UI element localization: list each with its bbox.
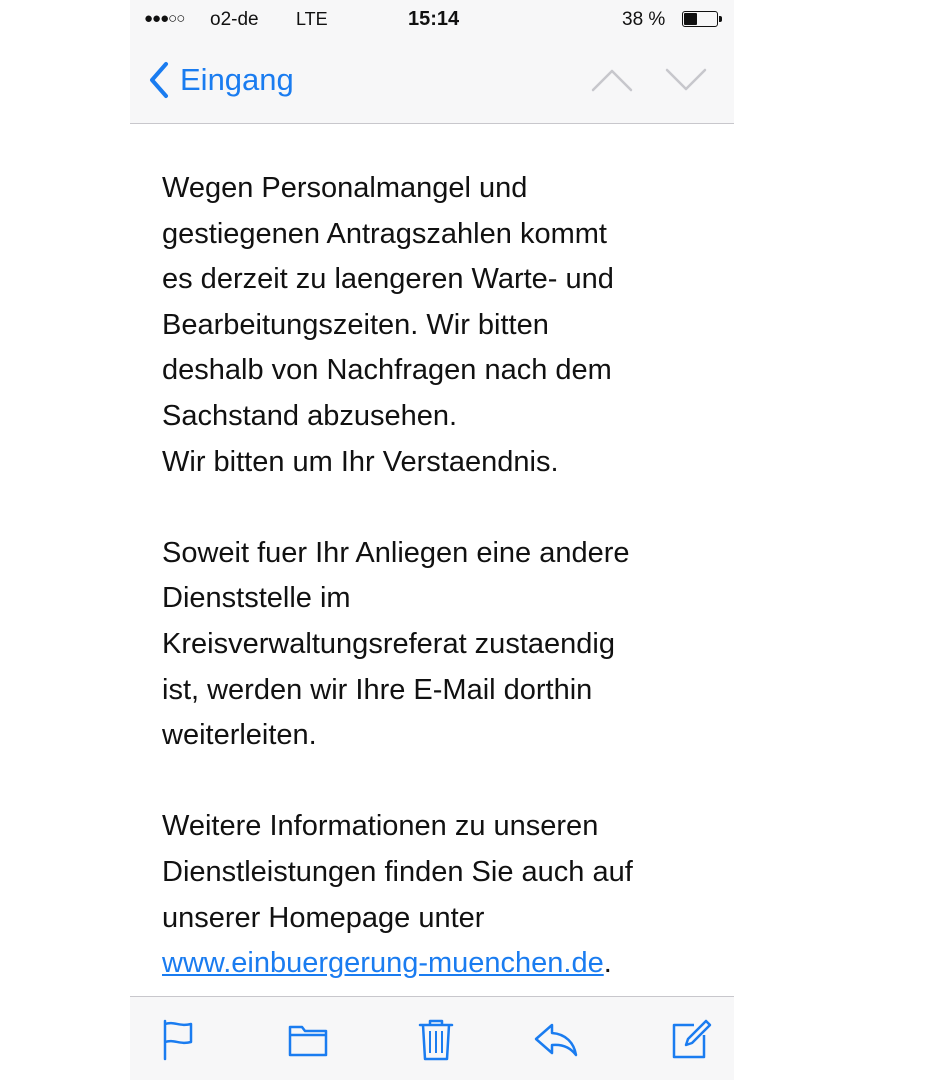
paragraph-spacer <box>162 759 722 805</box>
delete-button[interactable] <box>412 1015 460 1063</box>
text-line: Soweit fuer Ihr Anliegen eine andere <box>162 536 630 569</box>
link-suffix: . <box>603 947 612 980</box>
clock: 15:14 <box>408 8 460 30</box>
battery-icon <box>682 11 718 27</box>
back-to-inbox-button[interactable] <box>144 60 294 100</box>
paragraph-spacer <box>162 485 722 531</box>
text-line: Dienststelle im <box>162 582 351 615</box>
homepage-link[interactable]: www.einbuergerung-muenchen.de <box>162 947 604 980</box>
text-line: gestiegenen Antragszahlen kommt <box>162 217 607 250</box>
battery-level-fill <box>684 13 697 25</box>
navigation-bar <box>130 42 734 124</box>
battery-tip <box>719 16 722 22</box>
compose-icon <box>666 1015 714 1063</box>
status-bar <box>130 0 734 42</box>
carrier-name: o2-de <box>210 9 259 30</box>
chevron-left-icon <box>144 60 174 100</box>
paragraph-forwarding <box>162 531 722 759</box>
text-line: ist, werden wir Ihre E-Mail dorthin <box>162 673 593 706</box>
text-line: Wegen Personalmangel und <box>162 172 528 204</box>
text-line: Kreisverwaltungsreferat zustaendig <box>162 627 615 660</box>
text-line: Weitere Informationen zu unseren <box>162 810 599 843</box>
text-line: Bearbeitungszeiten. Wir bitten <box>162 308 549 341</box>
back-button-label: Eingang <box>180 62 294 97</box>
reply-icon <box>532 1015 580 1063</box>
reply-button[interactable] <box>532 1015 580 1063</box>
flag-button[interactable] <box>154 1015 202 1063</box>
text-line: Dienstleistungen finden Sie auch auf <box>162 855 633 888</box>
text-line: weiterleiten. <box>162 719 317 752</box>
chevron-down-icon[interactable] <box>664 66 708 94</box>
text-line: es derzeit zu laengeren Warte- und <box>162 263 614 296</box>
network-type: LTE <box>296 9 328 29</box>
compose-button[interactable] <box>666 1015 714 1063</box>
folder-icon <box>284 1015 332 1063</box>
paragraph-more-info <box>162 804 722 986</box>
text-line: Wir bitten um Ihr Verstaendnis. <box>162 445 559 478</box>
text-line: Sachstand abzusehen. <box>162 399 458 432</box>
message-toolbar <box>130 996 734 1080</box>
paragraph-waiting-times <box>162 166 722 485</box>
message-body <box>162 166 722 987</box>
mail-screen <box>130 0 734 1080</box>
signal-strength-indicator: ●●●○○ <box>144 10 185 27</box>
flag-icon <box>154 1015 202 1063</box>
move-to-folder-button[interactable] <box>284 1015 332 1063</box>
battery-percentage: 38 % <box>622 9 666 30</box>
trash-icon <box>412 1015 460 1063</box>
text-line: unserer Homepage unter <box>162 901 485 934</box>
text-line: deshalb von Nachfragen nach dem <box>162 354 612 387</box>
chevron-up-icon[interactable] <box>590 66 634 94</box>
